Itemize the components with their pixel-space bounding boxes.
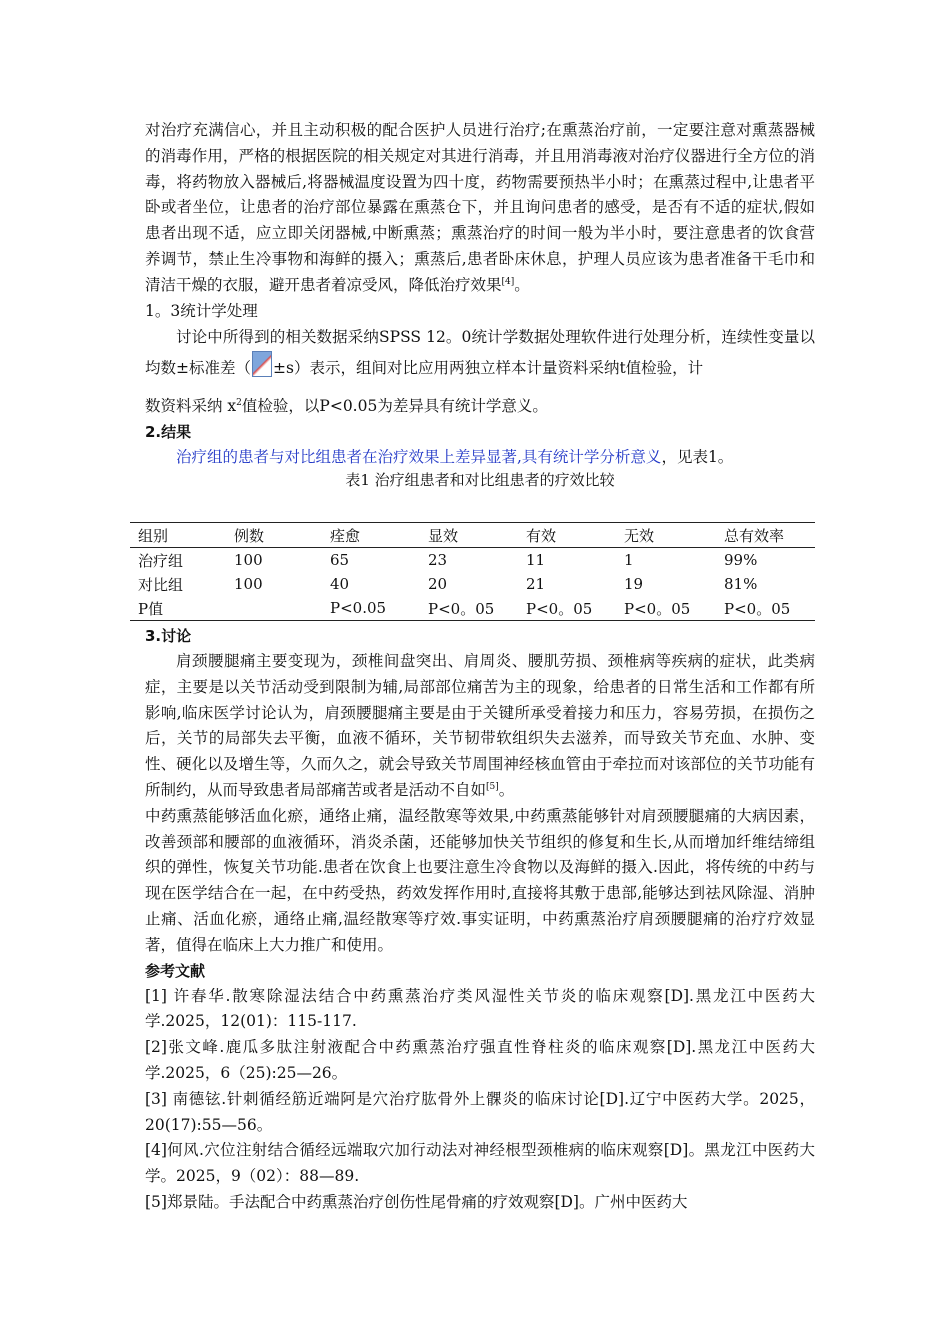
results-paragraph: [145, 445, 815, 469]
table-cell: 20: [428, 575, 448, 593]
discussion-text-1: 肩颈腰腿痛主要变现为，颈椎间盘突出、肩周炎、腰肌劳损、颈椎病等疾病的症状，此类病症，主要是以关节活动受到限制为辅,局部部位痛苦为主的现象，给患者的日常生活和工作都有所影响,临床医学讨论认为，肩颈腰腿痛主要是由于关键所承受着接力和压力，容易劳损，在损伤之后，关节的局部失去平衡，血液不循环，关节韧带软组织失去滋养，而导致关节充血、水肿、变性、硬化以及增生等，久而久之，就会导致关节周围神经核血管由于牵拉而对该部位的关节功能有所制约，从而导致患者局部痛苦或者是活动不自如: [145, 652, 815, 799]
table-cell: 65: [330, 551, 350, 569]
discussion-paragraph-1: [145, 649, 815, 804]
discussion-paragraph-2: 中药熏蒸能够活血化瘀，通络止痛，温经散寒等效果,中药熏蒸能够针对肩颈腰腿痛的大病因素，改善颈部和腰部的血液循环，消炎杀菌，还能够加快关节组织的修复和生长,从而增加纤维结缔组织的弹性，恢复关节功能.患者在饮食上也要注意生冷食物以及海鲜的摄入.因此，将传统的中药与现在医学结合在一起，在中药受热，药效发挥作用时,直接将其敷于患部,能够达到祛风除湿、消肿止痛、活血化瘀，通络止痛,温经散寒等疗效.事实证明，中药熏蒸治疗肩颈腰腿痛的治疗疗效显著，值得在临床上大力推广和使用。: [145, 806, 815, 954]
efficacy-table: [130, 522, 815, 621]
table-header-row: [130, 523, 815, 548]
reference-item: [1] 许春华.散寒除湿法结合中药熏蒸治疗类风湿性关节炎的临床观察[D].黑龙江中医药大学.2025，12(01)：115-117.: [145, 986, 815, 1031]
table-cell: 21: [526, 575, 546, 593]
discussion-end: 。: [498, 780, 515, 799]
references-title: 参考文献: [145, 961, 206, 980]
table-cell: P<0。05: [716, 596, 815, 621]
table-cell: 100: [234, 575, 263, 593]
table-cell: 23: [428, 551, 448, 569]
stats-text-2: ±s）表示，组间对比应用两独立样本计量资料采纳t值检验，计: [273, 359, 704, 378]
results-text: 治疗组的患者与对比组患者在治疗效果上差异显著,具有统计学分析意义: [176, 448, 662, 467]
table-header-cell: 显效: [420, 523, 518, 548]
reference-item: [2]张文峰.鹿瓜多肽注射液配合中药熏蒸治疗强直性脊柱炎的临床观察[D].黑龙江中医药大学.2025，6（25):25—26。: [145, 1038, 815, 1082]
table-header-cell: 总有效率: [716, 523, 815, 548]
table-header-cell: 例数: [226, 523, 322, 548]
intro-end: 。: [514, 275, 530, 294]
citation-5: [5]: [486, 781, 499, 792]
table-cell: [226, 596, 322, 621]
chi-square-superscript: 2: [236, 398, 242, 409]
reference-item: [5]郑景陆。手法配合中药熏蒸治疗创伤性尾骨痛的疗效观察[D]。广州中医药大: [145, 1192, 688, 1211]
table-cell: 11: [526, 551, 546, 569]
document-body: [145, 118, 815, 491]
stats-paragraph: [145, 324, 815, 382]
table-cell: P<0。05: [616, 596, 716, 621]
section-1-3-title: 1。3统计学处理: [145, 301, 258, 320]
table-row: [130, 572, 815, 596]
table-cell: 99%: [724, 551, 758, 569]
reference-item: [4]何风.穴位注射结合循经远端取穴加行动法对神经根型颈椎病的临床观察[D]。黑龙江中医药大学。2025，9（02）：88—89.: [145, 1141, 815, 1186]
table-cell: P<0.05: [322, 596, 420, 621]
table-row: [130, 596, 815, 621]
results-tail: ，见表1。: [661, 448, 734, 467]
intro-paragraph: [145, 118, 815, 299]
section-2-title: 2.结果: [145, 423, 192, 442]
table-cell: P<0。05: [420, 596, 518, 621]
table-header-cell: 痊愈: [322, 523, 420, 548]
table-cell: P<0。05: [518, 596, 616, 621]
table-row: [130, 548, 815, 573]
document-body-lower: [145, 624, 815, 1216]
formula-image-icon: [252, 351, 272, 377]
table-cell: 1: [624, 551, 634, 569]
stats-text-3: 数资料采纳 x: [145, 397, 237, 416]
intro-text: 对治疗充满信心，并且主动积极的配合医护人员进行治疗;在熏蒸治疗前，一定要注意对熏蒸器械的消毒作用，严格的根据医院的相关规定对其进行消毒，并且用消毒液对治疗仪器进行全方位的消毒，将药物放入器械后,将器械温度设置为四十度，药物需要预热半小时；在熏蒸过程中,让患者平卧或者坐位，让患者的治疗部位暴露在熏蒸仓下，并且询问患者的感受，是否有不适的症状,假如患者出现不适，应立即关闭器械,中断熏蒸；熏蒸治疗的时间一般为半小时，要注意患者的饮食营养调节，禁止生冷事物和海鲜的摄入；熏蒸后,患者卧床休息，护理人员应该为患者准备干毛巾和清洁干燥的衣服，避开患者着凉受风，降低治疗效果: [145, 121, 815, 294]
stats-text-1: 讨论中所得到的相关数据采纳SPSS 12。0统计学数据处理软件进行处理分析，连续性变量以均数±标准差（: [145, 328, 815, 378]
reference-item: [3] 南德铉.针刺循经筋近端阿是穴治疗肱骨外上髁炎的临床讨论[D].辽宁中医药大学。2025，20(17):55—56。: [145, 1089, 815, 1134]
table-cell: 治疗组: [138, 551, 184, 570]
table-header-cell: 组别: [130, 523, 226, 548]
table-cell: 对比组: [138, 575, 184, 594]
table-caption: 表1 治疗组患者和对比组患者的疗效比较: [345, 471, 615, 490]
table-cell: 19: [624, 575, 644, 593]
table-cell: 81%: [724, 575, 758, 593]
stats-paragraph-cont: [145, 394, 815, 420]
table-cell: 40: [330, 575, 350, 593]
stats-text-4: 值检验，以P<0.05为差异具有统计学意义。: [241, 397, 548, 416]
table-cell: P值: [130, 596, 226, 621]
citation-4: [4]: [501, 276, 515, 287]
table-header-cell: 有效: [518, 523, 616, 548]
table-cell: 100: [234, 551, 263, 569]
table-header-cell: 无效: [616, 523, 716, 548]
section-3-title: 3.讨论: [145, 627, 192, 645]
